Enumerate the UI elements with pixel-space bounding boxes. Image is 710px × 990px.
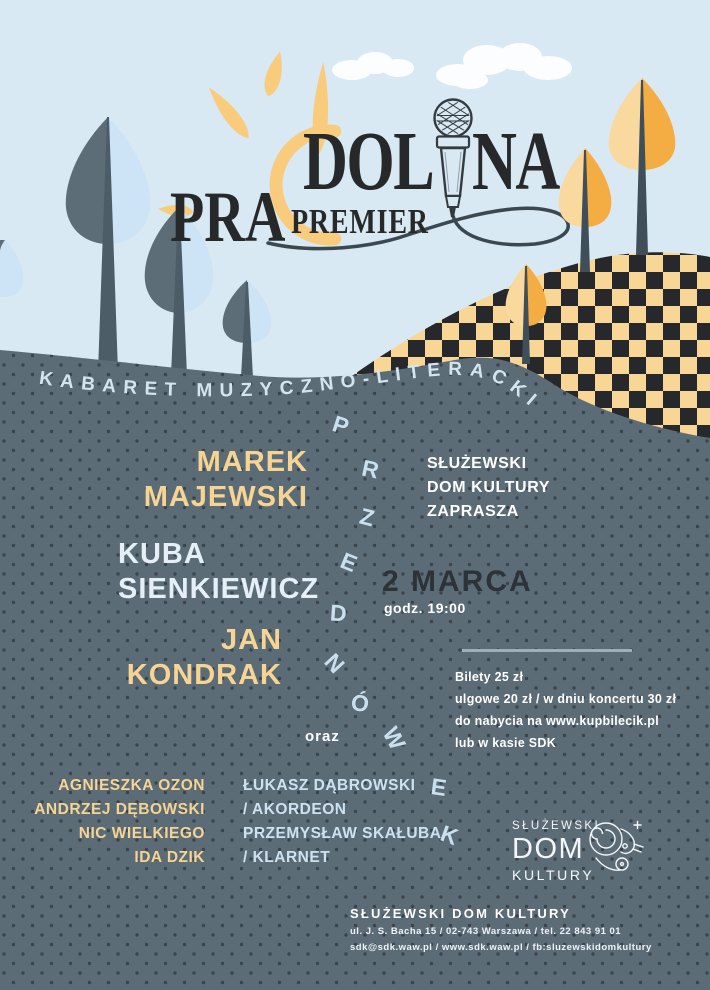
footer-contact-block [350, 906, 652, 953]
supporting-acts-instruments [243, 774, 441, 870]
vertical-word-letter: E [429, 773, 449, 801]
invite-line: DOM KULTURY [427, 479, 551, 496]
title-sub-small: PREMIER [291, 202, 429, 241]
headliner-jan-kondrak [127, 623, 282, 693]
invite-line: SŁUŻEWSKI [427, 455, 527, 472]
footer-address: ul. J. S. Bacha 15 / 02-743 Warszawa / tel. 22 843 91 01 [350, 926, 622, 937]
headliner-last-name: KONDRAK [126, 659, 282, 691]
vertical-word-letter: Z [357, 502, 378, 532]
headliner-last-name: SIENKIEWICZ [118, 573, 320, 605]
headliner-last-name: MAJEWSKI [143, 481, 308, 513]
supporting-act: / AKORDEON [243, 801, 347, 818]
snail-logo-icon [578, 816, 648, 878]
supporting-act: NIC WIELKIEGO [78, 825, 205, 842]
vertical-word-letter: P [329, 410, 353, 440]
supporting-act: IDA DZIK [134, 849, 205, 866]
sdk-logo-line: DOM [512, 833, 585, 865]
vertical-word-letter: D [329, 599, 348, 627]
sdk-logo-line: SŁUŻEWSKI [512, 820, 601, 832]
supporting-act: AGNIESZKA OZON [58, 777, 205, 794]
vertical-word-letter: Ó [348, 688, 372, 718]
title-word-start: DOL [303, 115, 434, 208]
tickets-line: lub w kasie SDK [455, 736, 557, 750]
tickets-info [455, 666, 676, 754]
supporting-acts-names [34, 774, 205, 870]
event-time: godz. 19:00 [384, 600, 466, 616]
tickets-line: do nabycia na www.kupbilecik.pl [455, 714, 660, 728]
supporting-act: ŁUKASZ DĄBROWSKI [243, 777, 416, 794]
vertical-word-letter: N [319, 648, 350, 679]
oraz-label: oraz [305, 728, 340, 745]
vertical-word-letter: K [437, 819, 462, 851]
tickets-line: ulgowe 20 zł / w dniu koncertu 30 zł [455, 692, 677, 706]
tickets-divider [462, 649, 632, 652]
tickets-line: Bilety 25 zł [455, 670, 524, 684]
vertical-word-letter: R [359, 454, 382, 484]
headliner-first-name: JAN [220, 624, 282, 656]
headliner-first-name: KUBA [118, 538, 206, 570]
footer-contact: sdk@sdk.waw.pl / www.sdk.waw.pl / fb:sluzewskidomkultury [350, 942, 652, 953]
vertical-word-letter: W [377, 722, 411, 754]
event-date: 2 MARCA [382, 565, 533, 598]
genre-arc-text: KABARET MUZYCZNO-LITERACKI [38, 358, 546, 415]
title-word-end: NA [472, 115, 559, 208]
supporting-act: PRZEMYSŁAW SKAŁUBA [243, 825, 442, 842]
footer-venue-name: SŁUŻEWSKI DOM KULTURY [350, 906, 571, 921]
headliner-first-name: MAREK [196, 446, 308, 478]
sdk-logo-line: KULTURY [512, 867, 595, 883]
headliner-marek-majewski [144, 445, 308, 515]
headliner-kuba-sienkiewicz [118, 537, 319, 607]
supporting-act: ANDRZEJ DĘBOWSKI [34, 801, 205, 818]
organizer-invite [427, 452, 550, 524]
supporting-act: / KLARNET [243, 849, 331, 866]
title-sub-large: PRA [170, 177, 286, 257]
vertical-word-letter: E [336, 547, 361, 577]
invite-line: ZAPRASZA [427, 503, 519, 520]
